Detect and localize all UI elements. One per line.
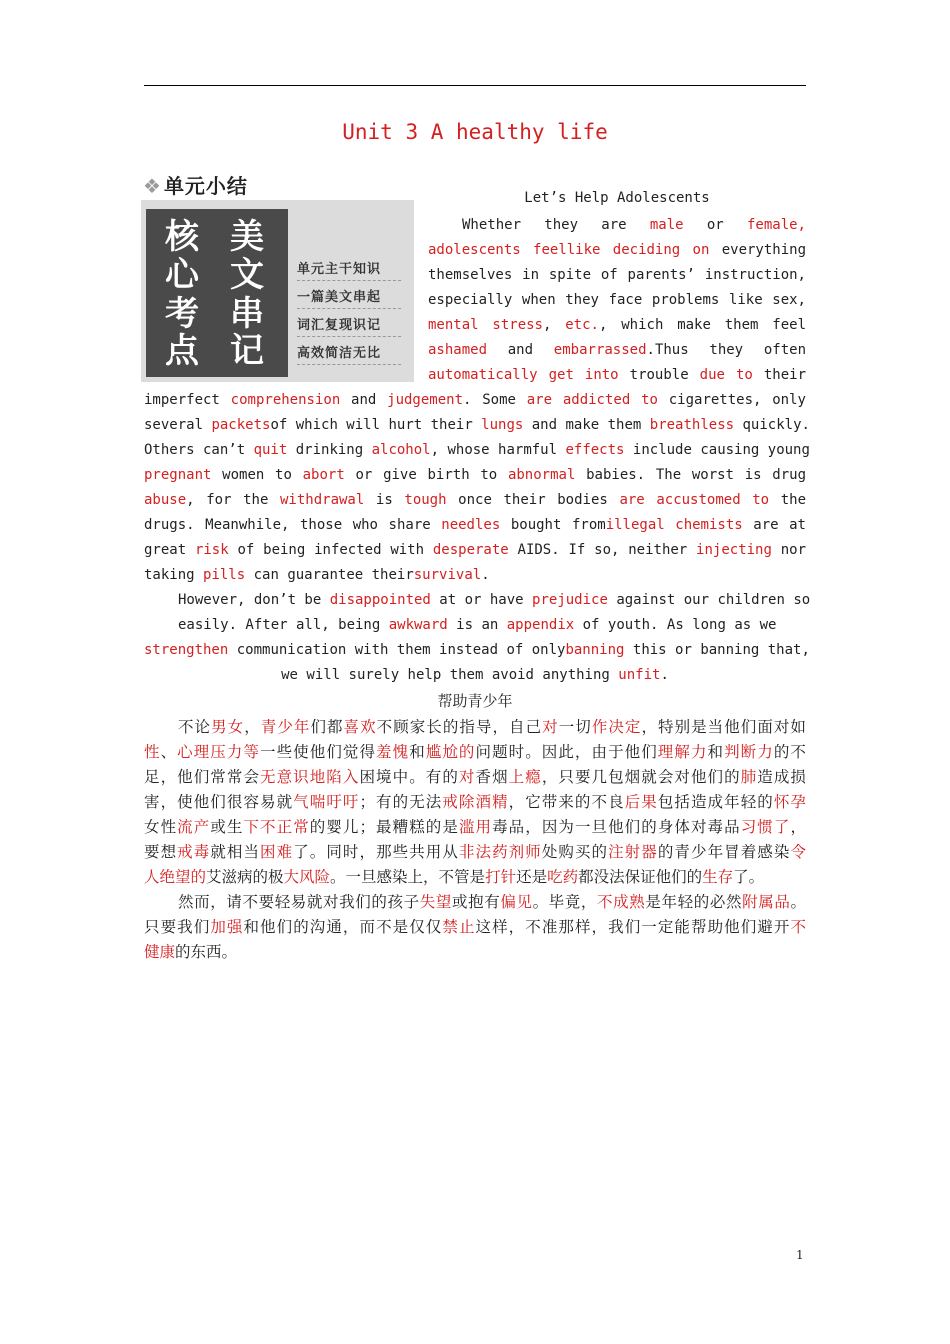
text-segment: 处购买的: [541, 843, 609, 861]
text-segment: . Some: [463, 392, 527, 408]
highlighted-term: 不: [790, 918, 806, 936]
banner-char: 文: [230, 255, 264, 295]
text-segment: 了。: [733, 868, 765, 886]
highlighted-term: 附属品: [742, 893, 791, 911]
text-segment: 问题时。因此，由于他们: [475, 743, 658, 761]
english-line: [428, 288, 806, 313]
essay-title: Let’s Help Adolescents: [524, 190, 710, 206]
text-segment: is an: [447, 617, 507, 633]
highlighted-term: unfit: [618, 667, 661, 683]
english-line: [144, 413, 810, 438]
highlighted-term: pills: [203, 567, 246, 583]
section-heading-text: 单元小结: [163, 174, 248, 198]
highlighted-term: 健康: [144, 943, 176, 961]
highlighted-term: 作决定: [591, 718, 642, 736]
highlighted-term: 怀孕: [773, 793, 806, 811]
chinese-line: [178, 890, 806, 915]
banner-char: 串: [230, 294, 264, 334]
text-segment: 不论: [178, 718, 212, 736]
highlighted-term: breathless: [649, 417, 735, 433]
chinese-title: 帮助青少年: [437, 692, 513, 710]
text-segment: and: [340, 392, 388, 408]
chinese-line: [144, 940, 806, 965]
text-segment: ，它带来的不良: [508, 793, 625, 811]
highlighted-term: 判断力: [724, 743, 774, 761]
text-segment: especially when they face problems like sex,: [428, 292, 806, 308]
highlighted-term: 后果: [624, 793, 658, 811]
text-segment: and make them: [523, 417, 650, 433]
text-segment: 和: [707, 743, 725, 761]
highlighted-term: 青少年: [260, 718, 311, 736]
highlighted-term: 人绝望的: [144, 868, 207, 886]
highlighted-term: 无意识地陷入: [260, 768, 360, 786]
highlighted-term: alcohol: [371, 442, 431, 458]
text-segment: 或抱有: [451, 893, 501, 911]
highlighted-term: abuse: [144, 492, 187, 508]
text-segment: their: [752, 367, 807, 383]
page-number: 1: [796, 1248, 804, 1262]
highlighted-term: 大风险: [283, 868, 331, 886]
english-line: [428, 313, 806, 338]
english-line: [144, 388, 806, 413]
text-segment: cigarettes, only: [657, 392, 806, 408]
highlighted-term: tough: [404, 492, 447, 508]
highlighted-term: ashamed: [428, 342, 488, 358]
english-line: [428, 263, 806, 288]
highlighted-term: adolescents feellike deciding on: [428, 242, 710, 258]
text-segment: of youth. As long as we: [574, 617, 777, 633]
text-segment: Others can’t: [144, 442, 254, 458]
banner-tag: 一篇美文串起: [297, 288, 401, 309]
banner-tag: 词汇复现识记: [297, 316, 401, 337]
highlighted-term: appendix: [506, 617, 575, 633]
text-segment: 都没法保证他们的: [578, 868, 703, 886]
text-segment: ，: [244, 718, 261, 736]
highlighted-term: male: [649, 217, 684, 233]
banner-char: 考: [165, 294, 199, 334]
highlighted-term: 对: [542, 718, 559, 736]
text-segment: 一些使他们觉得: [260, 743, 377, 761]
text-segment: 的婴儿；最糟糕的是: [309, 818, 459, 836]
highlighted-term: automatically get into: [428, 367, 619, 383]
highlighted-term: 滥用: [458, 818, 493, 836]
highlighted-term: 戒除酒精: [442, 793, 509, 811]
text-segment: AIDS. If so, neither: [508, 542, 697, 558]
text-segment: ,: [542, 317, 566, 333]
chinese-line: [144, 915, 806, 940]
highlighted-term: disappointed: [329, 592, 431, 608]
text-segment: , for the: [186, 492, 280, 508]
highlighted-term: female,: [746, 217, 806, 233]
text-segment: nor: [771, 542, 806, 558]
text-segment: communication with them instead of only: [228, 642, 566, 658]
highlighted-term: 加强: [210, 918, 244, 936]
unit-title: Unit 3 A healthy life: [342, 120, 608, 144]
text-segment: 。毕竟，: [532, 893, 598, 911]
text-segment: or give birth to: [344, 467, 508, 483]
text-segment: at or have: [430, 592, 533, 608]
highlighted-term: 气喘吁吁: [293, 793, 360, 811]
highlighted-term: survival: [413, 567, 482, 583]
highlighted-term: 尴尬的: [425, 743, 476, 761]
text-segment: ，特别是当他们面对如: [641, 718, 806, 736]
text-segment: 的东西。: [175, 943, 238, 961]
highlighted-term: prejudice: [532, 592, 608, 608]
text-segment: However, don’t be: [178, 592, 330, 608]
banner-char: 记: [230, 331, 264, 371]
chinese-line: [144, 740, 806, 765]
chinese-line: [144, 840, 806, 865]
text-segment: 包括造成年轻的: [657, 793, 774, 811]
highlighted-term: 喜欢: [343, 718, 377, 736]
text-segment: 困境中。有的: [359, 768, 459, 786]
text-segment: of being infected with: [228, 542, 433, 558]
text-segment: themselves in spite of parents’ instruction,: [428, 267, 806, 283]
english-line: [144, 663, 806, 688]
highlighted-term: 习惯了: [740, 818, 791, 836]
banner-char: 点: [165, 331, 199, 371]
text-segment: 们都: [310, 718, 344, 736]
text-segment: , which make them feel: [598, 317, 807, 333]
highlighted-term: comprehension: [230, 392, 341, 408]
text-segment: of which will hurt their: [270, 417, 482, 433]
text-segment: drinking: [287, 442, 372, 458]
text-segment: bought from: [500, 517, 606, 533]
text-segment: 然而，请不要轻易就对我们的孩子: [178, 893, 420, 911]
highlighted-term: 上瘾: [508, 768, 542, 786]
text-segment: taking: [144, 567, 204, 583]
text-segment: .Thus they often: [646, 342, 806, 358]
highlighted-term: injecting: [696, 542, 772, 558]
highlighted-term: strengthen: [144, 642, 229, 658]
highlighted-term: 对: [458, 768, 476, 786]
text-segment: quickly.: [734, 417, 810, 433]
english-line: [462, 213, 806, 238]
highlighted-term: abnormal: [507, 467, 576, 483]
text-segment: 足，他们常常会: [144, 768, 261, 786]
highlighted-term: 不成熟: [597, 893, 646, 911]
highlighted-term: 理解力: [657, 743, 708, 761]
text-segment: 或生: [210, 818, 244, 836]
highlighted-term: 困难: [260, 843, 294, 861]
banner-char: 美: [230, 217, 264, 257]
diamond-icon: ❖: [143, 174, 162, 198]
text-segment: or: [683, 217, 747, 233]
section-heading: [143, 170, 248, 199]
english-line: [144, 438, 810, 463]
text-segment: trouble: [618, 367, 700, 383]
highlighted-term: pregnant: [144, 467, 212, 483]
highlighted-term: abort: [302, 467, 345, 483]
english-line: [178, 613, 777, 638]
highlighted-term: 羞愧: [376, 743, 410, 761]
chinese-line: [178, 715, 806, 740]
text-segment: can guarantee their: [245, 567, 414, 583]
text-segment: 女性: [144, 818, 178, 836]
highlighted-term: due to: [699, 367, 753, 383]
text-segment: babies. The worst is drug: [575, 467, 806, 483]
highlighted-term: judgement: [387, 392, 463, 408]
highlighted-term: 下不正常: [243, 818, 310, 836]
text-segment: ，只要几包烟就会对他们的: [541, 768, 741, 786]
highlighted-term: 流产: [177, 818, 211, 836]
text-segment: .: [481, 567, 490, 583]
highlighted-term: quit: [253, 442, 288, 458]
highlighted-term: awkward: [388, 617, 448, 633]
text-segment: Whether they are: [462, 217, 650, 233]
text-segment: 的青少年冒着感染: [657, 843, 791, 861]
text-segment: ；有的无法: [359, 793, 443, 811]
banner-char: 心: [165, 255, 199, 295]
highlighted-term: banning: [565, 642, 625, 658]
english-line: [428, 363, 806, 388]
highlighted-term: illegal chemists: [605, 517, 743, 533]
text-segment: 不顾家长的指导，自己: [376, 718, 543, 736]
text-segment: include causing young: [624, 442, 810, 458]
highlighted-term: 注射器: [608, 843, 658, 861]
text-segment: imperfect: [144, 392, 231, 408]
chinese-line: [144, 765, 806, 790]
highlighted-term: 打针: [485, 868, 517, 886]
english-line: [428, 238, 806, 263]
highlighted-term: needles: [441, 517, 501, 533]
text-segment: 就相当: [210, 843, 261, 861]
banner-char: 核: [165, 217, 199, 257]
highlighted-term: 非法药剂师: [458, 843, 542, 861]
highlighted-term: 禁止: [442, 918, 476, 936]
text-segment: 、: [160, 743, 178, 761]
text-segment: we will surely help them avoid anything: [281, 667, 619, 683]
text-segment: and: [487, 342, 554, 358]
highlighted-term: 生存: [702, 868, 734, 886]
highlighted-term: 吃药: [547, 868, 579, 886]
text-segment: 是年轻的必然: [645, 893, 743, 911]
english-line: [144, 463, 806, 488]
summary-banner: [141, 200, 414, 382]
text-segment: against our children so: [607, 592, 811, 608]
text-segment: this or banning that,: [624, 642, 810, 658]
text-segment: 造成损: [757, 768, 806, 786]
english-line: [144, 488, 806, 513]
highlighted-term: mental stress: [428, 317, 543, 333]
highlighted-term: 戒毒: [177, 843, 211, 861]
highlighted-term: are accustomed to: [619, 492, 770, 508]
text-segment: ，: [790, 818, 806, 836]
highlighted-term: 令: [790, 843, 806, 861]
highlighted-term: packets: [211, 417, 271, 433]
highlighted-term: desperate: [432, 542, 509, 558]
english-line: [428, 338, 806, 363]
english-line: [144, 563, 806, 588]
text-segment: is: [364, 492, 405, 508]
text-segment: 毒品，因为一旦他们的身体对毒品: [492, 818, 741, 836]
text-segment: women to: [211, 467, 303, 483]
english-line: [144, 513, 806, 538]
text-segment: 一切: [558, 718, 592, 736]
highlighted-term: 男女: [211, 718, 245, 736]
english-line: [144, 638, 810, 663]
highlighted-term: effects: [565, 442, 625, 458]
text-segment: 这样，不准那样，我们一定能帮助他们避开: [475, 918, 791, 936]
chinese-line: [144, 815, 806, 840]
text-segment: 的不: [773, 743, 806, 761]
text-segment: several: [144, 417, 212, 433]
english-line: [144, 538, 806, 563]
highlighted-term: lungs: [481, 417, 524, 433]
text-segment: 害，使他们很容易就: [144, 793, 294, 811]
highlighted-term: are addicted to: [526, 392, 658, 408]
highlighted-term: 心理压力等: [177, 743, 261, 761]
text-segment: the: [769, 492, 806, 508]
text-segment: 还是: [516, 868, 548, 886]
english-line: [178, 588, 811, 613]
text-segment: 和: [409, 743, 426, 761]
highlighted-term: 肺: [740, 768, 758, 786]
text-segment: great: [144, 542, 195, 558]
text-segment: 只要我们: [144, 918, 211, 936]
text-segment: are at: [742, 517, 806, 533]
banner-tag: 单元主干知识: [297, 260, 401, 281]
text-segment: 。一旦感染上，不管是: [330, 868, 486, 886]
text-segment: 艾滋病的极: [206, 868, 284, 886]
text-segment: 要想: [144, 843, 178, 861]
highlighted-term: 失望: [419, 893, 452, 911]
text-segment: .: [660, 667, 669, 683]
text-segment: 香烟: [475, 768, 509, 786]
highlighted-term: etc.: [565, 317, 599, 333]
text-segment: everything: [709, 242, 806, 258]
header-rule: [144, 85, 806, 86]
text-segment: once their bodies: [446, 492, 620, 508]
highlighted-term: 偏见: [500, 893, 533, 911]
text-segment: easily. After all, being: [178, 617, 389, 633]
highlighted-term: withdrawal: [280, 492, 365, 508]
chinese-line: [144, 790, 806, 815]
banner-tag: 高效简洁无比: [297, 344, 401, 365]
highlighted-term: risk: [194, 542, 229, 558]
text-segment: 了。同时，那些共用从: [293, 843, 459, 861]
highlighted-term: 性: [144, 743, 161, 761]
text-segment: , whose harmful: [430, 442, 566, 458]
chinese-line: [144, 865, 806, 890]
text-segment: 和他们的沟通，而不是仅仅: [243, 918, 443, 936]
text-segment: drugs. Meanwhile, those who share: [144, 517, 442, 533]
highlighted-term: embarrassed: [553, 342, 647, 358]
text-segment: 。: [790, 893, 806, 911]
